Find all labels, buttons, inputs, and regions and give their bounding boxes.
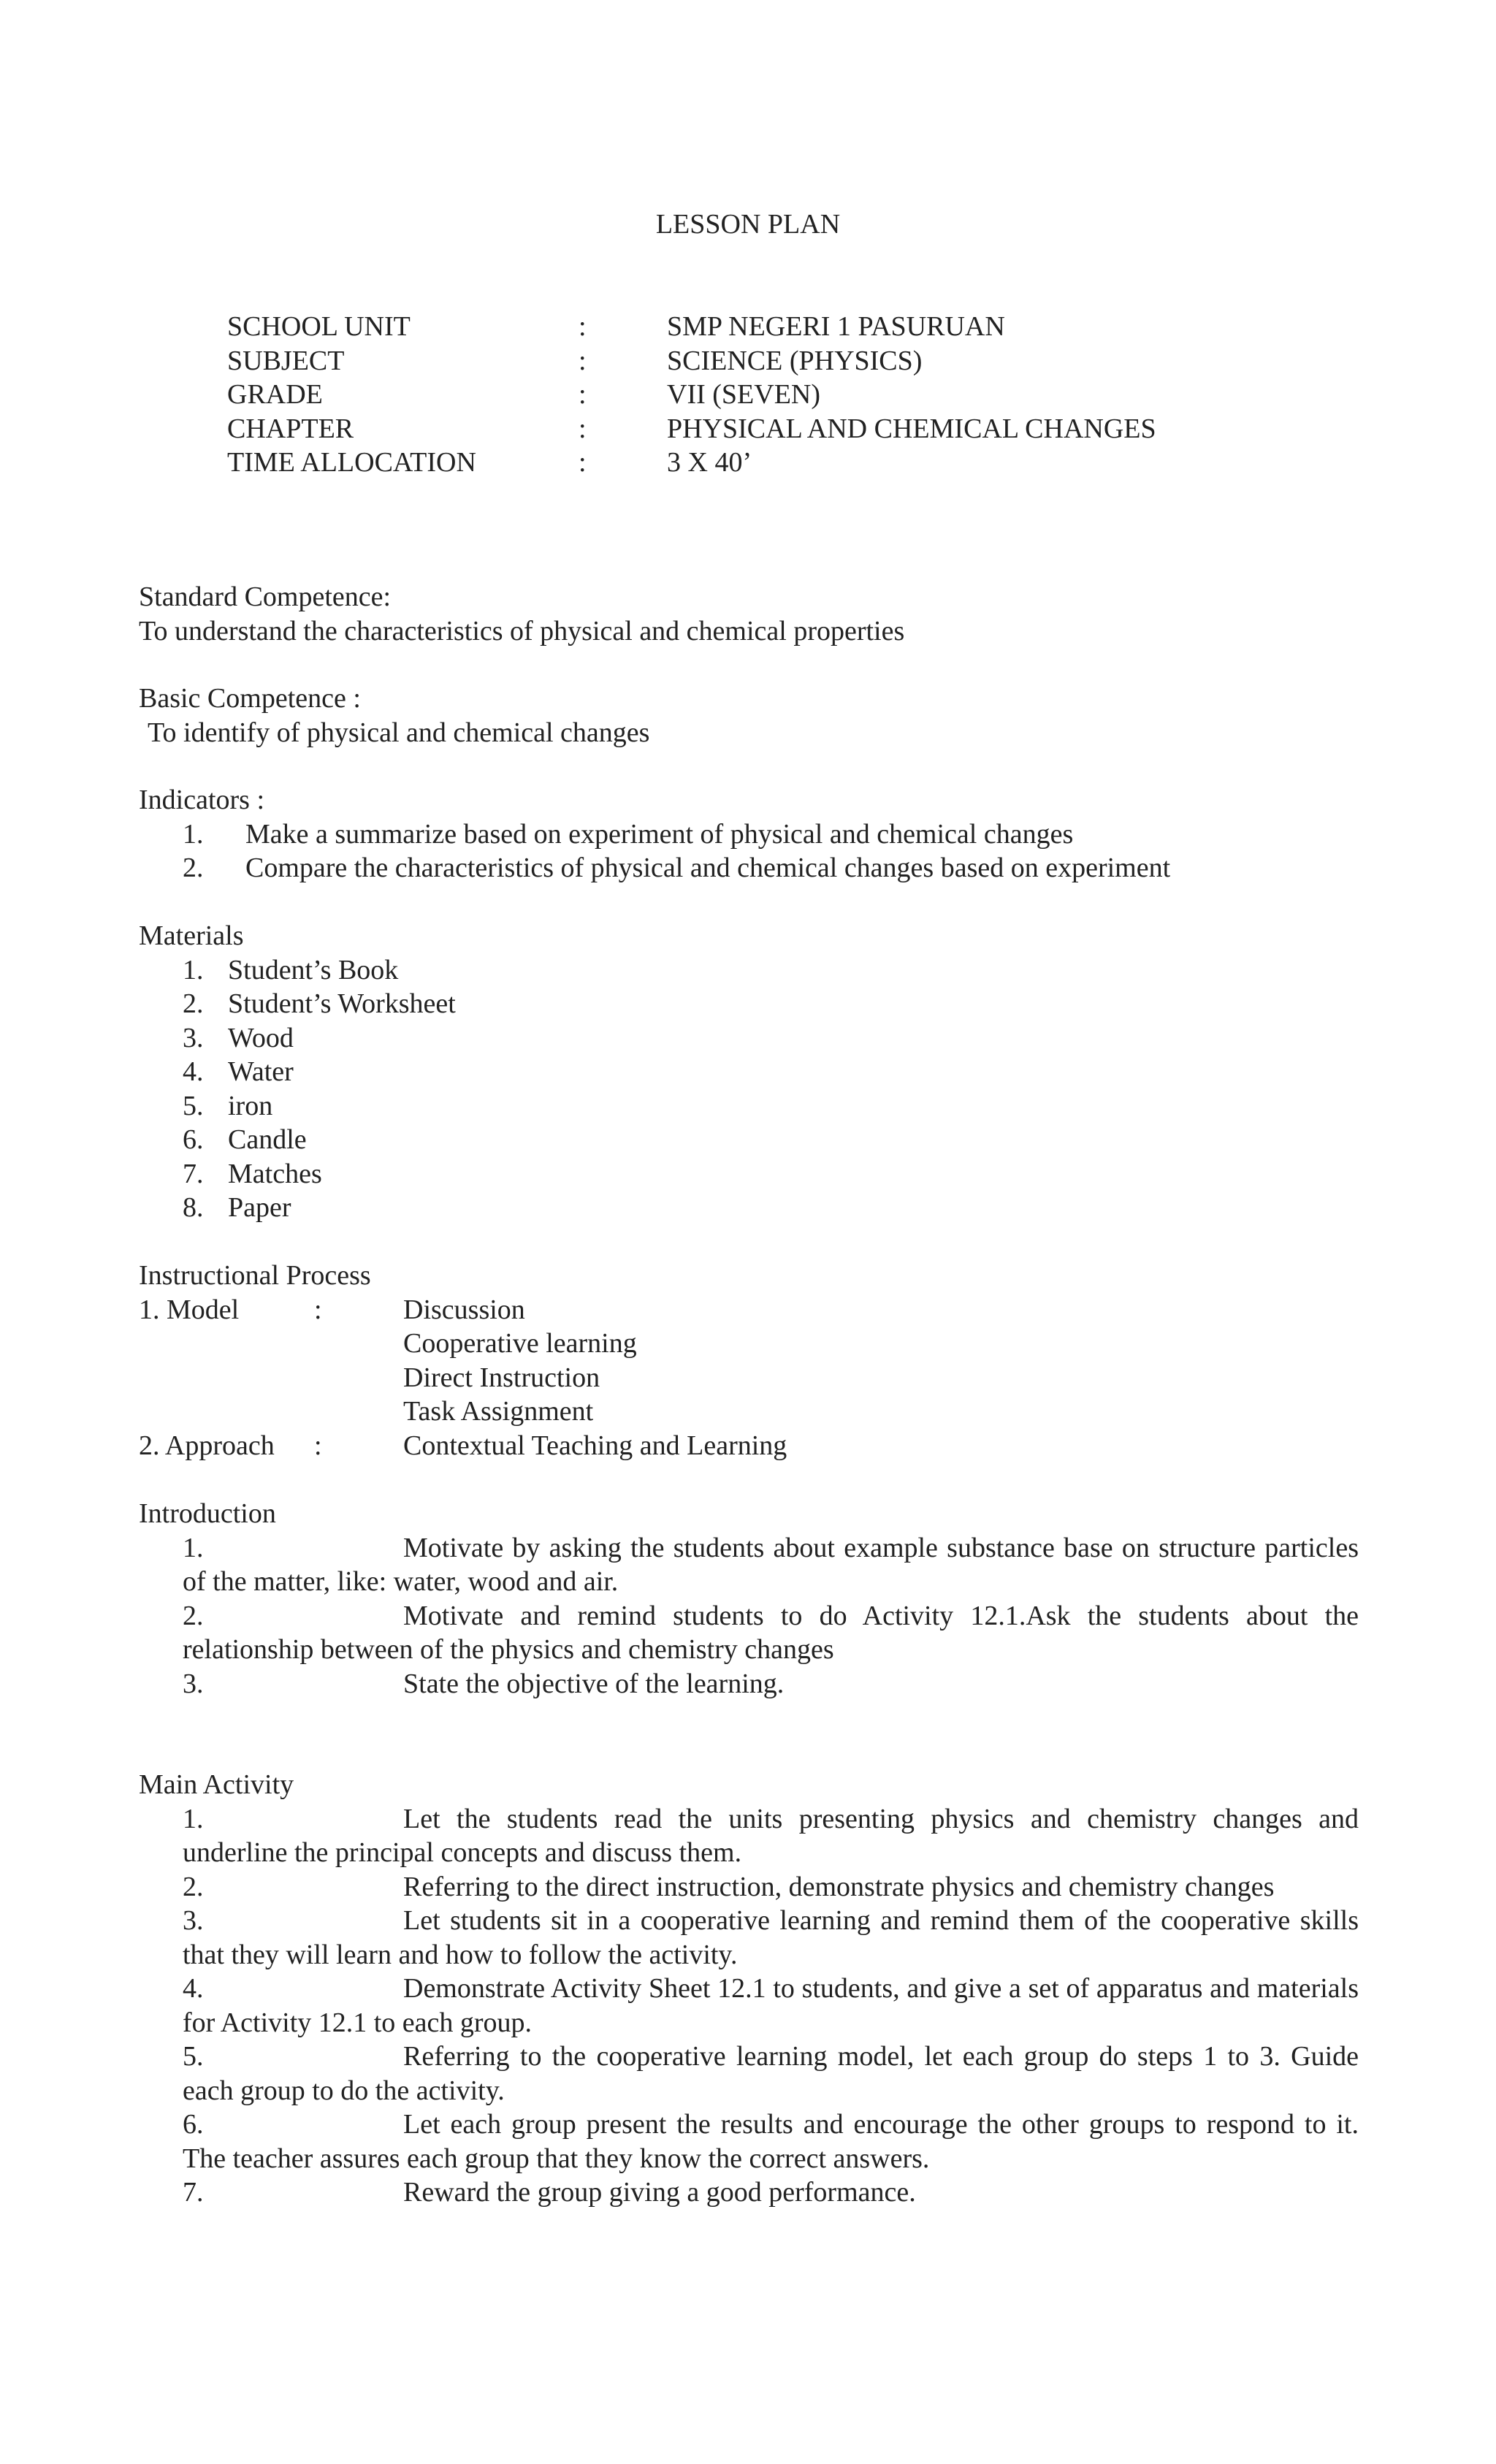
materials-list [139, 953, 1359, 1225]
list-text: Demonstrate Activity Sheet 12.1 to students, and give a set of apparatus and materials for Activity 12.1 to each group. [183, 1973, 1359, 2038]
header-label: TIME ALLOCATION [227, 447, 476, 478]
list-number: 3. [183, 1905, 204, 1936]
header-label: GRADE [227, 379, 323, 410]
list-number: 2. [183, 1600, 204, 1631]
list-text: Motivate and remind students to do Activity 12.1.Ask the students about the relationship between of the physics and chemistry changes [183, 1600, 1359, 1665]
header-colon: : [579, 413, 587, 444]
list-text: Reward the group giving a good performance. [403, 2177, 916, 2208]
list-item [139, 2108, 1359, 2175]
list-text: Paper [228, 1192, 291, 1223]
section-heading: Materials [139, 920, 244, 951]
list-number: 4. [183, 1973, 204, 2004]
instructional-process-section [139, 1259, 1359, 1462]
header-value: 3 X 40’ [667, 447, 752, 478]
model-row [139, 1361, 1359, 1395]
list-text: Referring to the cooperative learning model, let each group do steps 1 to 3. Guide each group to do the activity. [183, 2041, 1359, 2106]
list-item [139, 1531, 1359, 1599]
main-activity-section [139, 1768, 1359, 2210]
standard-competence-section [139, 580, 1359, 648]
list-item [139, 1972, 1359, 2040]
list-number: 2. [183, 853, 204, 883]
list-text: State the objective of the learning. [403, 1668, 785, 1699]
list-item [139, 2175, 1359, 2210]
header-label: CHAPTER [227, 413, 354, 444]
list-number: 7. [183, 1158, 204, 1189]
approach-colon: : [314, 1430, 322, 1461]
header-value: VII (SEVEN) [667, 379, 821, 410]
list-text: Student’s Worksheet [228, 988, 456, 1019]
list-text: Water [228, 1056, 294, 1087]
list-number: 8. [183, 1192, 204, 1223]
page-title: LESSON PLAN [655, 209, 841, 240]
list-item [139, 987, 1359, 1021]
list-text: Let students sit in a cooperative learning and remind them of the cooperative skills that they will learn and how to follow the activity. [183, 1905, 1359, 1970]
list-text: Student’s Book [228, 954, 399, 985]
list-number: 2. [183, 988, 204, 1019]
list-number: 1. [183, 1532, 204, 1563]
list-number: 4. [183, 1056, 204, 1087]
list-number: 5. [183, 2041, 204, 2072]
list-item [139, 1157, 1359, 1191]
model-value: Direct Instruction [403, 1362, 600, 1393]
basic-competence-section [139, 682, 1359, 750]
section-text: To understand the characteristics of physical and chemical properties [139, 615, 905, 646]
section-text: To identify of physical and chemical changes [148, 717, 650, 748]
list-text: Motivate by asking the students about example substance base on structure particles of the matter, like: water, wood and air. [183, 1532, 1359, 1597]
approach-value: Contextual Teaching and Learning [403, 1430, 787, 1461]
list-item [139, 1599, 1359, 1667]
introduction-section [139, 1497, 1359, 1701]
model-value: Cooperative learning [403, 1328, 637, 1359]
model-label: 1. Model [139, 1294, 240, 1325]
list-text: Matches [228, 1158, 322, 1189]
list-item [139, 1021, 1359, 1056]
introduction-list [139, 1531, 1359, 1701]
list-number: 1. [183, 1803, 204, 1834]
model-row [139, 1327, 1359, 1361]
list-item [139, 953, 1359, 988]
section-heading: Standard Competence: [139, 581, 392, 612]
approach-label: 2. Approach [139, 1430, 275, 1461]
section-heading: Indicators : [139, 785, 265, 815]
list-item [139, 1802, 1359, 1870]
list-number: 5. [183, 1090, 204, 1121]
list-number: 6. [183, 1124, 204, 1155]
list-item [139, 851, 1359, 885]
model-value: Discussion [403, 1294, 525, 1325]
header-colon: : [579, 379, 587, 410]
model-colon: : [314, 1294, 322, 1325]
list-number: 2. [183, 1871, 204, 1902]
list-text: iron [228, 1090, 273, 1121]
list-text: Let the students read the units presenting physics and chemistry changes and underline the principal concepts and discuss them. [183, 1803, 1359, 1868]
main-activity-list [139, 1802, 1359, 2210]
list-number: 7. [183, 2177, 204, 2208]
list-item [139, 1055, 1359, 1089]
list-text: Compare the characteristics of physical and chemical changes based on experiment [245, 853, 1171, 883]
list-number: 1. [183, 818, 204, 850]
header-value: SMP NEGERI 1 PASURUAN [667, 311, 1005, 342]
list-item [139, 1667, 1359, 1701]
section-heading: Main Activity [139, 1769, 294, 1800]
list-text: Let each group present the results and encourage the other groups to respond to it. The teacher assures each group that they know the correct answers. [183, 2109, 1359, 2174]
list-item [139, 1191, 1359, 1225]
list-text: Wood [228, 1022, 294, 1053]
list-number: 1. [183, 954, 204, 985]
header-colon: : [579, 311, 587, 342]
approach-row [139, 1429, 1359, 1463]
header-colon: : [579, 345, 587, 376]
model-row [139, 1395, 1359, 1429]
section-heading: Instructional Process [139, 1260, 371, 1291]
header-label: SUBJECT [227, 345, 345, 376]
section-heading: Basic Competence : [139, 683, 361, 714]
list-item [139, 1123, 1359, 1157]
model-row [139, 1293, 1359, 1327]
list-number: 3. [183, 1022, 204, 1053]
indicators-list [139, 817, 1359, 885]
list-item [139, 1089, 1359, 1124]
list-text: Make a summarize based on experiment of physical and chemical changes [245, 818, 1074, 850]
header-value: PHYSICAL AND CHEMICAL CHANGES [667, 413, 1156, 444]
list-item [139, 2040, 1359, 2108]
list-item [139, 1904, 1359, 1972]
list-number: 6. [183, 2109, 204, 2140]
list-item [139, 817, 1359, 852]
list-text: Candle [228, 1124, 307, 1155]
list-number: 3. [183, 1668, 204, 1699]
header-colon: : [579, 447, 587, 478]
header-label: SCHOOL UNIT [227, 311, 411, 342]
model-value: Task Assignment [403, 1396, 594, 1427]
indicators-section [139, 783, 1359, 885]
list-item [139, 1870, 1359, 1904]
materials-section [139, 919, 1359, 1225]
header-value: SCIENCE (PHYSICS) [667, 345, 923, 376]
section-heading: Introduction [139, 1498, 276, 1529]
list-text: Referring to the direct instruction, demonstrate physics and chemistry changes [403, 1871, 1275, 1902]
